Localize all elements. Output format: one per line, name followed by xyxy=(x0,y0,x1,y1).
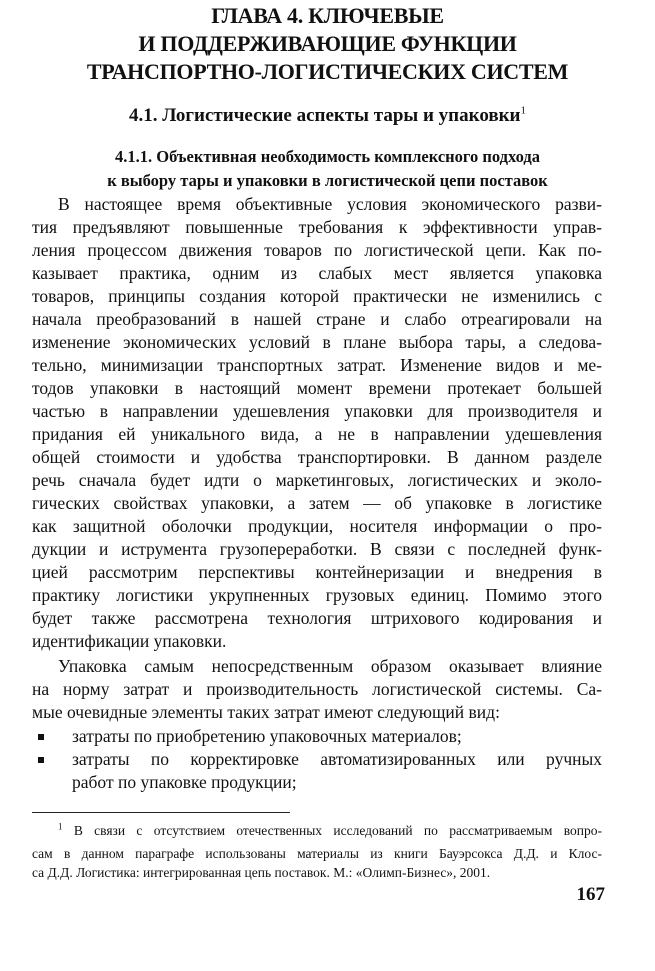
text-line: практику логистики укрупненных грузовых единиц. Помимо этого xyxy=(32,585,602,605)
section-title xyxy=(20,104,635,128)
text-line: речь сначала будет идти о маркетинговых, логистических и эколо- xyxy=(32,470,602,490)
text-line: как защитной оболочки продукции, носителя информации о про- xyxy=(32,516,602,536)
footnote-line: сам в данном параграфе использованы материалы из книги Бауэрсокса Д.Д. и Клос- xyxy=(32,846,602,861)
text-line: гических свойствах упаковки, а затем — об упаковке в логистике xyxy=(32,493,602,513)
text-line: затраты по приобретению упаковочных материалов; xyxy=(72,726,462,746)
cost-list xyxy=(32,725,602,794)
chapter-title-line: ГЛАВА 4. КЛЮЧЕВЫЕ xyxy=(211,3,444,28)
chapter-title xyxy=(20,2,635,86)
subsection-title-line: к выбору тары и упаковки в логистической цепи поставок xyxy=(107,171,548,190)
paragraph-intro xyxy=(32,193,602,653)
text-line: затраты по корректировке автоматизированных или ручных xyxy=(72,749,602,769)
section-title-text: 4.1. Логистические аспекты тары и упаковки xyxy=(128,105,521,126)
footnote-text: В связи с отсутствием отечественных исследований по рассматриваемым вопро- xyxy=(73,823,602,838)
text-line: общей стоимости и удобства транспортировки. В данном разделе xyxy=(32,447,602,467)
text-line: тельно, минимизации транспортных затрат. Изменение видов и ме- xyxy=(32,355,602,375)
text-line: начала преобразований в нашей стране и слабо отреагировали на xyxy=(32,309,602,329)
text-line: изменение экономических условий в плане выбора тары, а следова- xyxy=(32,332,602,352)
list-item xyxy=(32,725,602,748)
text-line: дукции и иструмента грузопереработки. В связи с последней функ- xyxy=(32,539,602,559)
text-line: Упаковка самым непосредственным образом оказывает влияние xyxy=(58,656,602,676)
page-number: 167 xyxy=(576,884,605,905)
chapter-title-line: ТРАНСПОРТНО-ЛОГИСТИЧЕСКИХ СИСТЕМ xyxy=(86,59,569,84)
text-line: тодов упаковки в настоящий момент времени протекает большей xyxy=(32,378,602,398)
footnote-reference: 1 xyxy=(520,104,527,117)
text-line: цией рассмотрим перспективы контейнеризации и внедрения в xyxy=(32,562,602,582)
text-line: казывает практика, одним из слабых мест является упаковка xyxy=(32,263,602,283)
text-line: В настоящее время объективные условия экономического разви- xyxy=(58,194,602,214)
bullet-square-icon xyxy=(38,757,44,763)
text-line: ления процессом движения товаров по логистической цепи. Как по- xyxy=(32,240,602,260)
text-line: товаров, принципы создания которой практически не изменились с xyxy=(32,286,602,306)
subsection-title-line: 4.1.1. Объективная необходимость комплексного подхода xyxy=(114,147,540,166)
text-line: на норму затрат и производительность логистической системы. Са- xyxy=(32,679,602,699)
text-line: придания ей уникального вида, а не в направлении удешевления xyxy=(32,424,602,444)
footnote-line xyxy=(32,821,602,844)
text-line: будет также рассмотрена технология штрихового кодирования и xyxy=(32,608,602,628)
footnote-divider xyxy=(32,812,290,813)
text-line: частью в направлении удешевления упаковки для производителя и xyxy=(32,401,602,421)
footnote xyxy=(32,821,602,882)
subsection-title xyxy=(20,145,635,193)
chapter-title-line: И ПОДДЕРЖИВАЮЩИЕ ФУНКЦИИ xyxy=(138,31,517,56)
footnote-line: са Д.Д. Логистика: интегрированная цепь поставок. М.: «Олимп-Бизнес», 2001. xyxy=(32,865,491,880)
text-line: работ по упаковке продукции; xyxy=(72,772,297,792)
paragraph-costs xyxy=(32,655,602,724)
text-line: мые очевидные элементы таких затрат имеют следующий вид: xyxy=(32,702,500,722)
list-item xyxy=(32,748,602,794)
text-line: тия предъявляют повышенные требования к эффективности управ- xyxy=(32,217,602,237)
footnote-marker: 1 xyxy=(58,821,63,832)
text-line: идентификации упаковки. xyxy=(32,631,227,651)
bullet-square-icon xyxy=(38,734,44,740)
